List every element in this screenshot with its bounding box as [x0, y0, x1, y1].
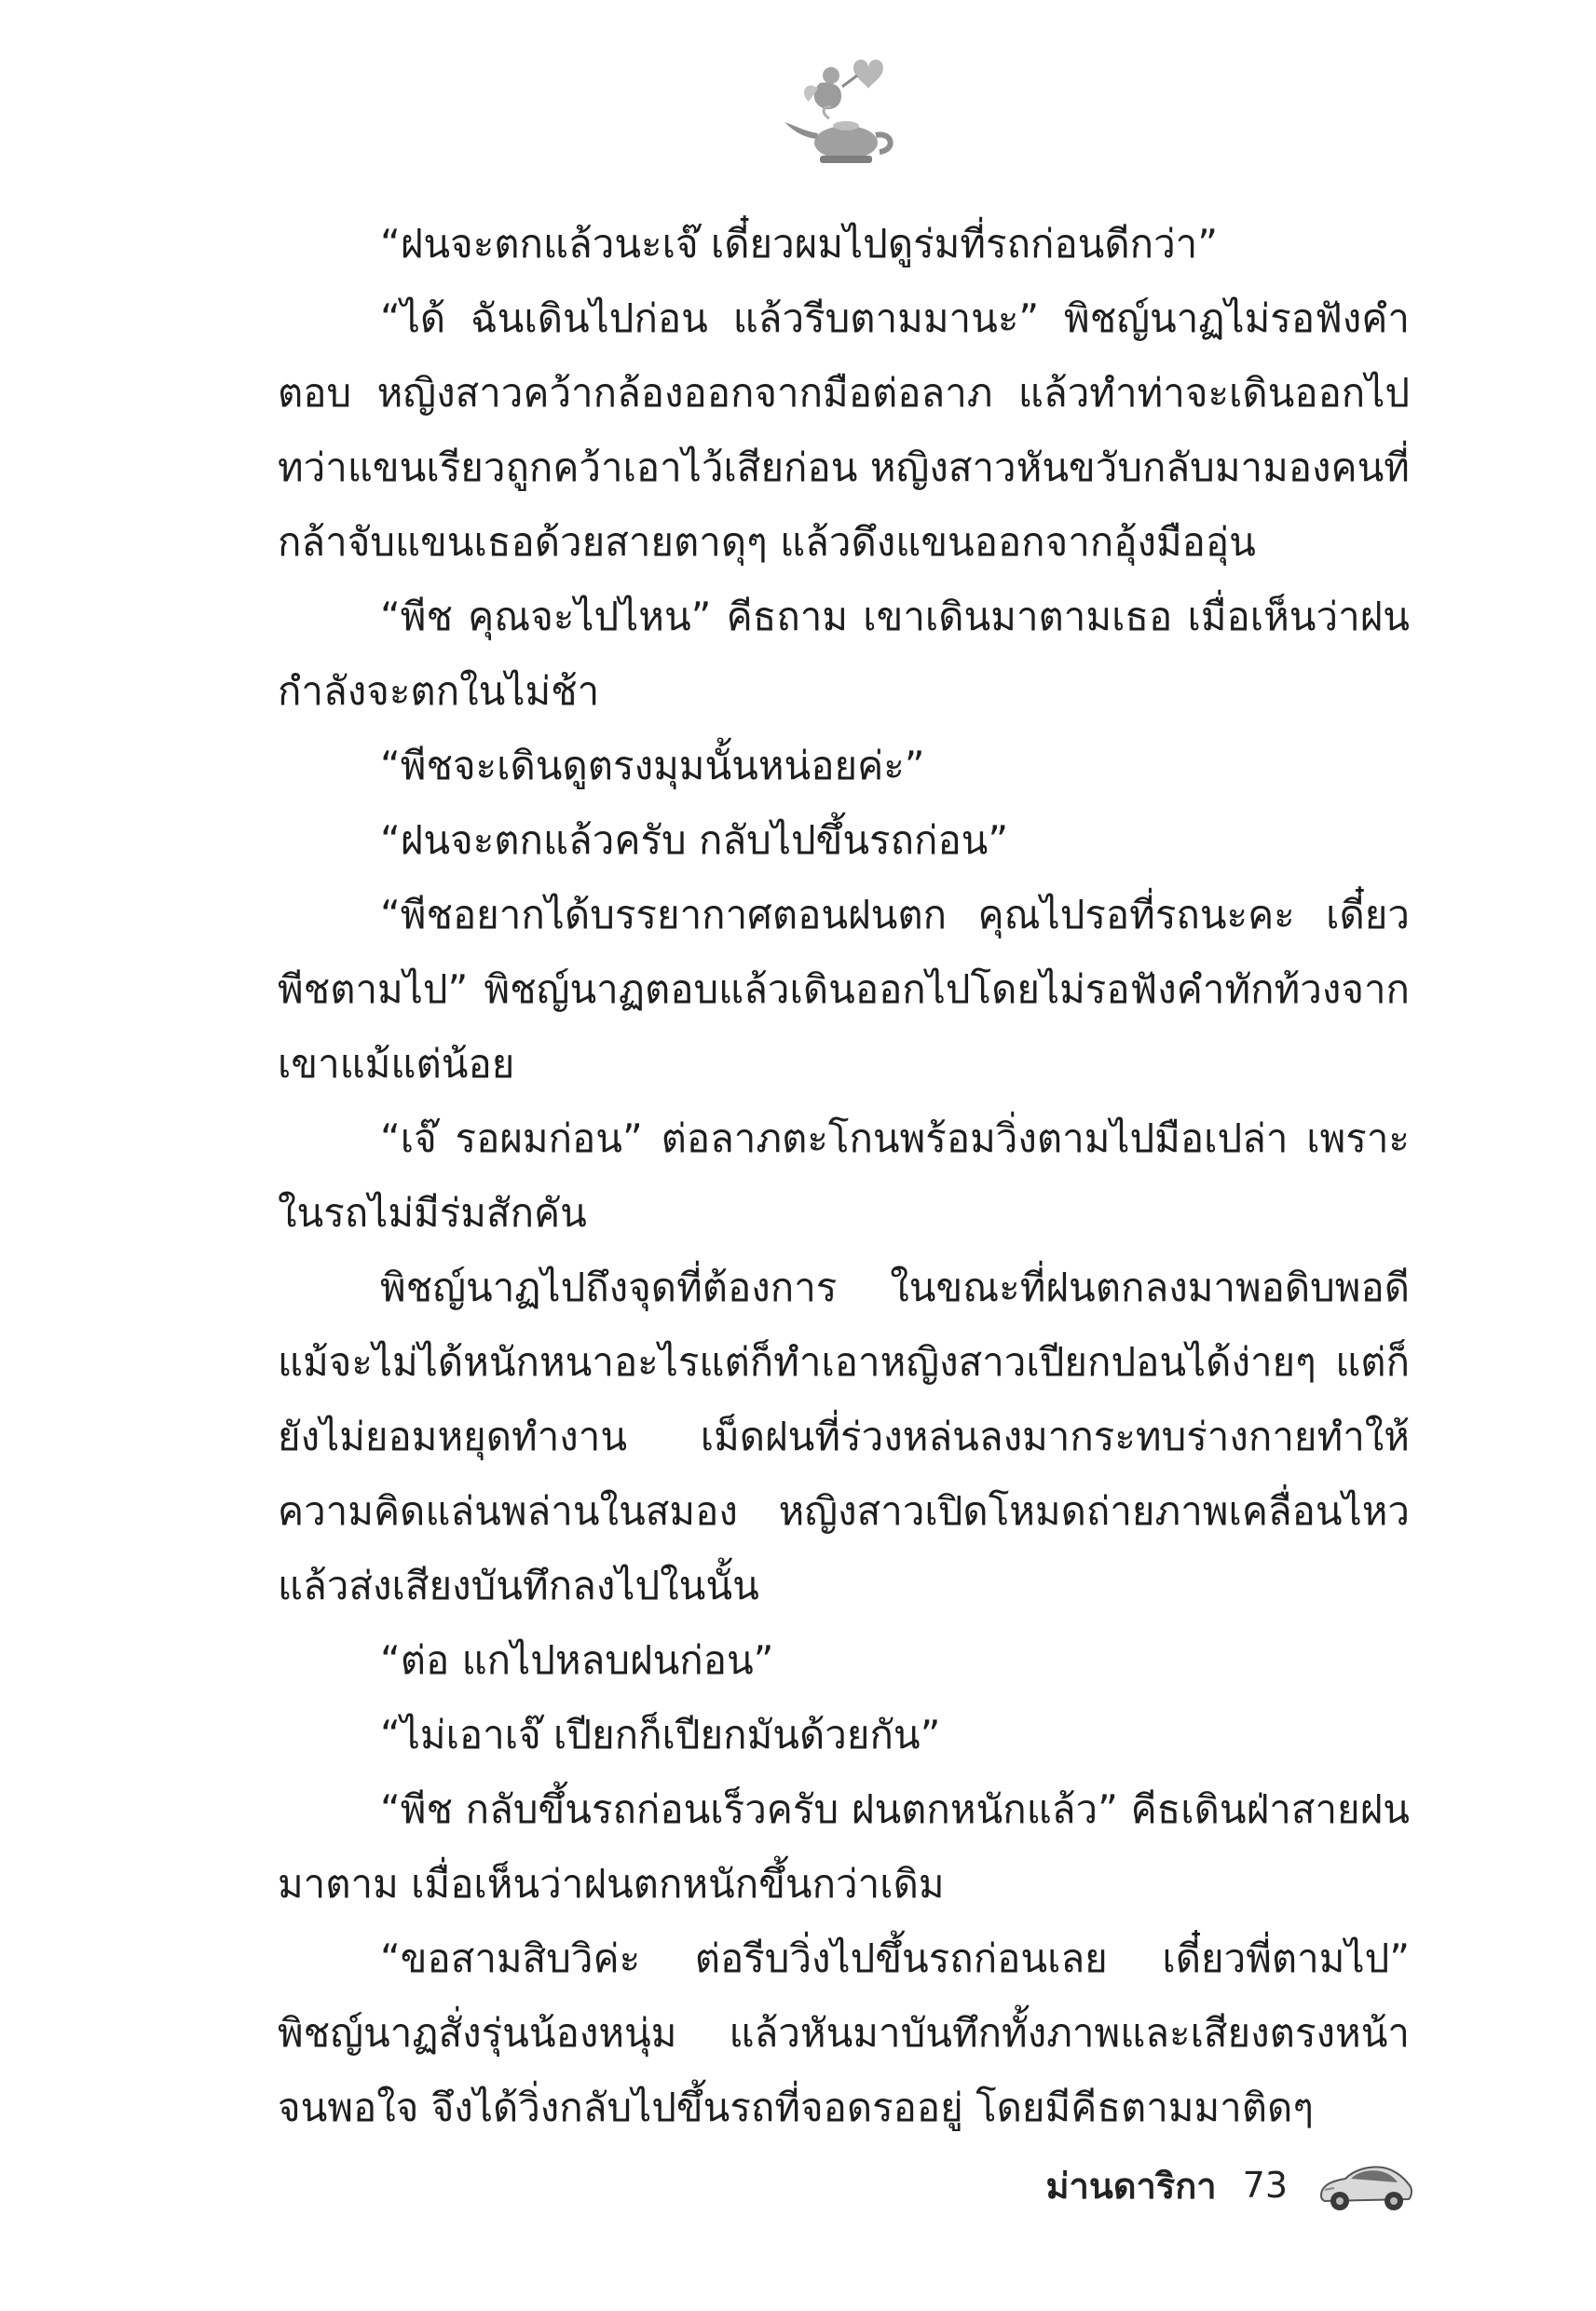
page-number: 73	[1242, 2165, 1288, 2206]
paragraph: “ไม่เอาเจ๊ เปียกก็เปียกมันด้วยกัน”	[380, 1712, 941, 1757]
paragraph: “พีช คุณจะไปไหน” คีธถาม เขาเดินมาตามเธอ เมื่อเห็นว่าฝนกำลังจะตกในไม่ช้า	[278, 594, 1410, 714]
book-title: ม่านดาริกา	[1045, 2165, 1217, 2207]
paragraph: “ฝนจะตกแล้วนะเจ๊ เดี๋ยวผมไปดูร่มที่รถก่อนดีกว่า”	[380, 221, 1219, 267]
paragraph: “พีชจะเดินดูตรงมุมนั้นหน่อยค่ะ”	[380, 743, 925, 788]
paragraph: พิชญ์นาฏไปถึงจุดที่ต้องการ ในขณะที่ฝนตกลงมาพอดิบพอดี แม้จะไม่ได้หนักหนาอะไรแต่ก็ทำเอาหญิงสาวเปียกปอนได้ง่ายๆ แต่ก็ยังไม่ยอมหยุดทำงาน เม็ดฝนที่ร่วงหล่นลงมากระทบร่างกายทำให้ความคิดแล่นพล่านในสมอง หญิงสาวเปิดโหมดถ่ายภาพเคลื่อนไหวแล้วส่งเสียงบันทึกลงไปในนั้น	[278, 1265, 1410, 1608]
paragraph: “ต่อ แกไปหลบฝนก่อน”	[380, 1637, 774, 1683]
paragraph: “เจ๊ รอผมก่อน” ต่อลาภตะโกนพร้อมวิ่งตามไปมือเปล่า เพราะในรถไม่มีร่มสักคัน	[278, 1115, 1410, 1236]
paragraph: “ขอสามสิบวิค่ะ ต่อรีบวิ่งไปขึ้นรถก่อนเลย เดี๋ยวพี่ตามไป” พิชญ์นาฏสั่งรุ่นน้องหนุ่ม แล้วหันมาบันทึกทั้งภาพและเสียงตรงหน้าจนพอใจ จึงได้วิ่งกลับไปขึ้นรถที่จอดรออยู่ โดยมีคีธตามมาติดๆ	[278, 1935, 1410, 2130]
paragraph: “พีชอยากได้บรรยากาศตอนฝนตก คุณไปรอที่รถนะคะ เดี๋ยวพีชตามไป” พิชญ์นาฏตอบแล้วเดินออกไปโดยไม่รอฟังคำทักท้วงจากเขาแม้แต่น้อย	[278, 892, 1410, 1087]
sports-car-icon	[1314, 2153, 1416, 2218]
paragraph: “พีช กลับขึ้นรถก่อนเร็วครับ ฝนตกหนักแล้ว” คีธเดินฝ่าสายฝนมาตาม เมื่อเห็นว่าฝนตกหนักขึ้นกว่าเดิม	[278, 1786, 1410, 1907]
paragraph: “ฝนจะตกแล้วครับ กลับไปขึ้นรถก่อน”	[380, 817, 1009, 863]
body-text	[278, 207, 1410, 2145]
cupid-teapot-ornament-icon	[764, 51, 913, 172]
page-footer	[978, 2134, 1416, 2236]
paragraph: “ได้ ฉันเดินไปก่อน แล้วรีบตามมานะ” พิชญ์นาฏไม่รอฟังคำตอบ หญิงสาวคว้ากล้องออกจากมือต่อลาภ แล้วทำท่าจะเดินออกไป ทว่าแขนเรียวถูกคว้าเอาไว้เสียก่อน หญิงสาวหันขวับกลับมามองคนที่กล้าจับแขนเธอด้วยสายตาดุๆ แล้วดึงแขนออกจากอุ้งมืออุ่น	[278, 295, 1410, 565]
